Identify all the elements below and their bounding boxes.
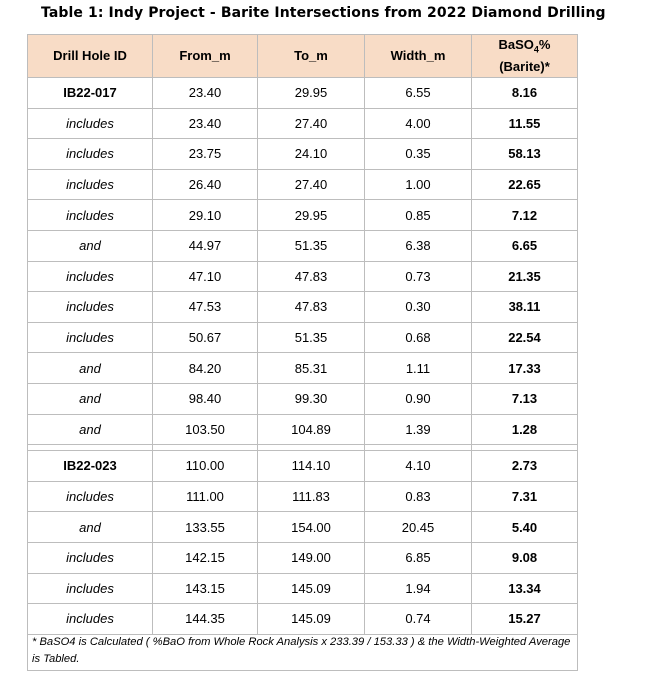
table-row: [28, 261, 578, 292]
width-cell: 1.00: [365, 169, 472, 200]
table-row: [28, 108, 578, 139]
drill-hole-id-cell: IB22-017: [28, 78, 153, 109]
baso4-cell: 22.65: [472, 169, 578, 200]
to-cell: 47.83: [258, 292, 365, 323]
baso4-cell: 9.08: [472, 542, 578, 573]
width-cell: 0.73: [365, 261, 472, 292]
baso4-cell: 17.33: [472, 353, 578, 384]
to-cell: 24.10: [258, 139, 365, 170]
to-cell: 29.95: [258, 200, 365, 231]
table-row: [28, 230, 578, 261]
qualifier-cell: includes: [28, 200, 153, 231]
qualifier-cell: and: [28, 383, 153, 414]
header-baso4-sub: 4: [533, 44, 539, 55]
table-row: [28, 604, 578, 635]
width-cell: 4.10: [365, 451, 472, 482]
from-cell: 98.40: [153, 383, 258, 414]
width-cell: 0.85: [365, 200, 472, 231]
header-baso4-suffix: %: [538, 36, 551, 52]
drill-hole-id-cell: IB22-023: [28, 451, 153, 482]
table-row: [28, 200, 578, 231]
table-row: [28, 383, 578, 414]
header-to: To_m: [258, 35, 365, 78]
from-cell: 23.40: [153, 108, 258, 139]
baso4-cell: 7.12: [472, 200, 578, 231]
to-cell: 114.10: [258, 451, 365, 482]
from-cell: 47.10: [153, 261, 258, 292]
width-cell: 0.83: [365, 481, 472, 512]
qualifier-cell: includes: [28, 481, 153, 512]
table-row: [28, 512, 578, 543]
from-cell: 111.00: [153, 481, 258, 512]
table-row: [28, 451, 578, 482]
to-cell: 51.35: [258, 322, 365, 353]
width-cell: 0.90: [365, 383, 472, 414]
footnote: * BaSO4 is Calculated ( %BaO from Whole Rock Analysis x 233.39 / 153.33 ) & the Width-Weighted Average is Tabled.: [27, 633, 578, 671]
from-cell: 110.00: [153, 451, 258, 482]
to-cell: 145.09: [258, 573, 365, 604]
header-from: From_m: [153, 35, 258, 78]
header-drill-hole-id: Drill Hole ID: [28, 35, 153, 78]
width-cell: 0.74: [365, 604, 472, 635]
header-baso4-prefix: BaSO: [498, 36, 534, 52]
from-cell: 103.50: [153, 414, 258, 445]
to-cell: 29.95: [258, 78, 365, 109]
from-cell: 23.40: [153, 78, 258, 109]
table-row: [28, 353, 578, 384]
barite-intersections-table: [27, 34, 578, 635]
width-cell: 0.30: [365, 292, 472, 323]
from-cell: 142.15: [153, 542, 258, 573]
table-row: [28, 139, 578, 170]
baso4-cell: 15.27: [472, 604, 578, 635]
to-cell: 149.00: [258, 542, 365, 573]
width-cell: 0.68: [365, 322, 472, 353]
table-title: Table 1: Indy Project - Barite Intersections from 2022 Diamond Drilling: [41, 5, 606, 21]
width-cell: 1.11: [365, 353, 472, 384]
qualifier-cell: includes: [28, 573, 153, 604]
to-cell: 85.31: [258, 353, 365, 384]
baso4-cell: 13.34: [472, 573, 578, 604]
qualifier-cell: includes: [28, 542, 153, 573]
to-cell: 111.83: [258, 481, 365, 512]
from-cell: 47.53: [153, 292, 258, 323]
from-cell: 143.15: [153, 573, 258, 604]
baso4-cell: 38.11: [472, 292, 578, 323]
to-cell: 145.09: [258, 604, 365, 635]
qualifier-cell: includes: [28, 604, 153, 635]
width-cell: 20.45: [365, 512, 472, 543]
from-cell: 84.20: [153, 353, 258, 384]
width-cell: 6.85: [365, 542, 472, 573]
from-cell: 23.75: [153, 139, 258, 170]
baso4-cell: 58.13: [472, 139, 578, 170]
to-cell: 27.40: [258, 169, 365, 200]
qualifier-cell: and: [28, 230, 153, 261]
baso4-cell: 8.16: [472, 78, 578, 109]
width-cell: 6.55: [365, 78, 472, 109]
width-cell: 0.35: [365, 139, 472, 170]
baso4-cell: 7.31: [472, 481, 578, 512]
baso4-cell: 22.54: [472, 322, 578, 353]
baso4-cell: 2.73: [472, 451, 578, 482]
to-cell: 51.35: [258, 230, 365, 261]
table-row: [28, 573, 578, 604]
to-cell: 47.83: [258, 261, 365, 292]
width-cell: 1.94: [365, 573, 472, 604]
qualifier-cell: includes: [28, 322, 153, 353]
table-row: [28, 169, 578, 200]
qualifier-cell: includes: [28, 108, 153, 139]
qualifier-cell: and: [28, 353, 153, 384]
from-cell: 133.55: [153, 512, 258, 543]
table-row: [28, 542, 578, 573]
baso4-cell: 21.35: [472, 261, 578, 292]
to-cell: 27.40: [258, 108, 365, 139]
width-cell: 4.00: [365, 108, 472, 139]
qualifier-cell: includes: [28, 139, 153, 170]
table-row: [28, 292, 578, 323]
baso4-cell: 11.55: [472, 108, 578, 139]
baso4-cell: 1.28: [472, 414, 578, 445]
qualifier-cell: includes: [28, 261, 153, 292]
from-cell: 26.40: [153, 169, 258, 200]
header-baso4-line2: (Barite)*: [499, 59, 550, 75]
from-cell: 50.67: [153, 322, 258, 353]
qualifier-cell: and: [28, 512, 153, 543]
from-cell: 144.35: [153, 604, 258, 635]
table-row: [28, 481, 578, 512]
to-cell: 99.30: [258, 383, 365, 414]
to-cell: 154.00: [258, 512, 365, 543]
header-baso4: [472, 35, 578, 78]
baso4-cell: 6.65: [472, 230, 578, 261]
qualifier-cell: and: [28, 414, 153, 445]
header-row: [28, 35, 578, 78]
header-width: Width_m: [365, 35, 472, 78]
qualifier-cell: includes: [28, 169, 153, 200]
table-row: [28, 322, 578, 353]
width-cell: 6.38: [365, 230, 472, 261]
width-cell: 1.39: [365, 414, 472, 445]
table-row: [28, 414, 578, 445]
from-cell: 29.10: [153, 200, 258, 231]
baso4-cell: 5.40: [472, 512, 578, 543]
from-cell: 44.97: [153, 230, 258, 261]
to-cell: 104.89: [258, 414, 365, 445]
qualifier-cell: includes: [28, 292, 153, 323]
table-row: [28, 78, 578, 109]
baso4-cell: 7.13: [472, 383, 578, 414]
